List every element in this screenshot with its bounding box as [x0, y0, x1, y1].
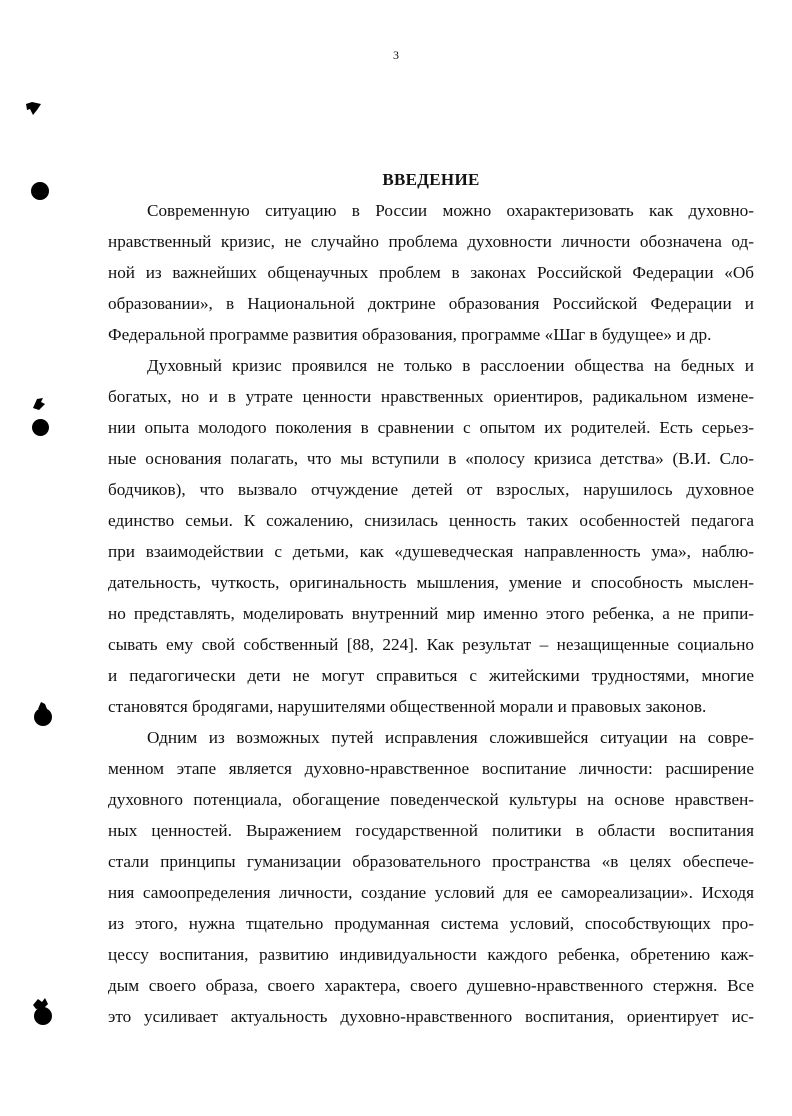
text-line: дым своего образа, своего характера, своего душевно-нравственного стержня. Все	[108, 976, 754, 995]
punch-hole	[31, 182, 49, 200]
text-line: из этого, нужна тщательно продуманная система условий, способствующих про-	[108, 914, 754, 933]
text-line: это усиливает актуальность духовно-нравственного воспитания, ориентирует ис-	[108, 1007, 754, 1026]
text-line: менном этапе является духовно-нравственное воспитание личности: расширение	[108, 759, 754, 778]
punch-hole	[32, 700, 54, 728]
text-line: богатых, но и в утрате ценности нравственных ориентиров, радикальном измене-	[108, 387, 754, 406]
text-line: Федеральной программе развития образования, программе «Шаг в будущее» и др.	[108, 325, 712, 344]
punch-hole	[32, 419, 49, 436]
text-line: Одним из возможных путей исправления сложившейся ситуации на совре-	[147, 728, 754, 747]
text-line: становятся бродягами, нарушителями общественной морали и правовых законов.	[108, 697, 707, 716]
text-line: и педагогически дети не могут справиться с житейскими трудностями, многие	[108, 666, 754, 685]
text-line: единство семьи. К сожалению, снизилась ценность таких особенностей педагога	[108, 511, 754, 530]
scan-speck	[29, 396, 49, 412]
text-line: ные основания полагать, что мы вступили в «полосу кризиса детства» (В.И. Сло-	[108, 449, 754, 468]
text-line: стали принципы гуманизации образовательного пространства «в целях обеспече-	[108, 852, 754, 871]
text-line: бодчиков), что вызвало отчуждение детей от взрослых, нарушилось духовное	[108, 480, 754, 499]
text-line: Современную ситуацию в России можно охарактеризовать как духовно-	[147, 201, 754, 220]
text-line: ной из важнейших общенаучных проблем в законах Российской Федерации «Об	[108, 263, 754, 282]
page-title: ВВЕДЕНИЕ	[382, 170, 480, 189]
text-line: нравственный кризис, не случайно проблема духовности личности обозначена од-	[108, 232, 754, 251]
page-number: 3	[393, 48, 399, 62]
text-line: нии опыта молодого поколения в сравнении с опытом их родителей. Есть серьез-	[108, 418, 754, 437]
text-line: при взаимодействии с детьми, как «душеведческая направленность ума», наблю-	[108, 542, 754, 561]
text-line: ния самоопределения личности, создание условий для ее самореализации». Исходя	[108, 883, 754, 902]
punch-hole	[30, 996, 54, 1026]
text-line: духовного потенциала, обогащение поведенческой культуры на основе нравствен-	[108, 790, 754, 809]
scan-speck	[24, 100, 44, 118]
text-line: дательность, чуткость, оригинальность мышления, умение и способность мыслен-	[108, 573, 754, 592]
text-line: но представлять, моделировать внутренний мир именно этого ребенка, а не припи-	[108, 604, 754, 623]
text-line: ных ценностей. Выражением государственной политики в области воспитания	[108, 821, 754, 840]
text-line: цессу воспитания, развитию индивидуальности каждого ребенка, обретению каж-	[108, 945, 754, 964]
text-line: образовании», в Национальной доктрине образования Российской Федерации и	[108, 294, 754, 313]
text-line: сывать ему свой собственный [88, 224]. Как результат – незащищенные социально	[108, 635, 754, 654]
text-line: Духовный кризис проявился не только в расслоении общества на бедных и	[147, 356, 754, 375]
